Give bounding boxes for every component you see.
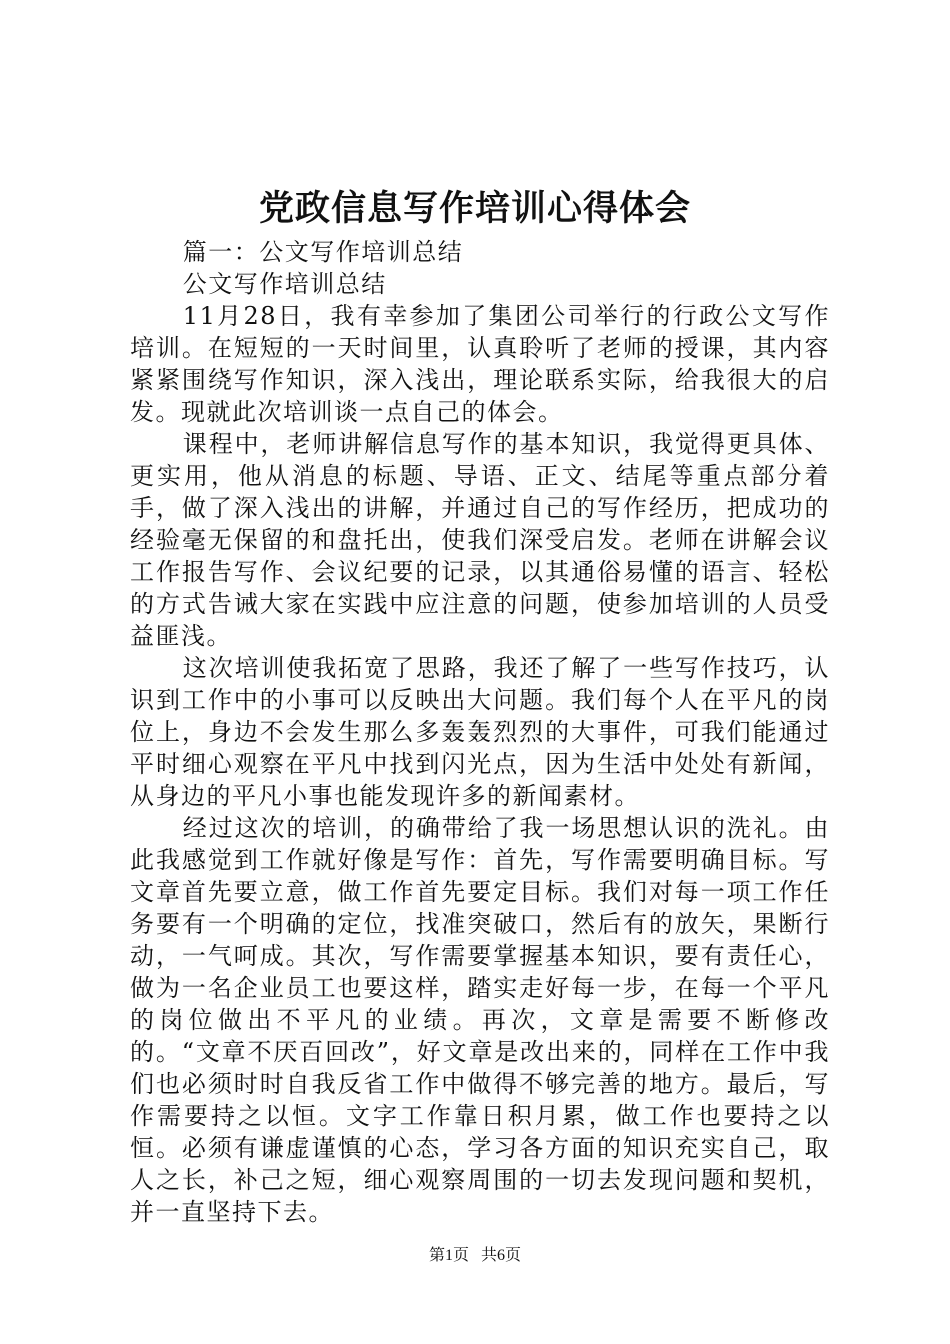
document-title: 党政信息写作培训心得体会 <box>258 188 691 229</box>
paragraph-3: 这次培训使我拓宽了思路，我还了解了一些写作技巧，认识到工作中的小事可以反映出大问题。我们每个人在平凡的岗位上，身边不会发生那么多轰轰烈烈的大事件，可我们能通过平时细心观察在平凡中找到闪光点，因为生活中处处有新闻，从身边的平凡小事也能发现许多的新闻素材。 <box>130 654 830 810</box>
page-footer <box>0 1245 950 1267</box>
section-heading: 篇一：公文写作培训总结 <box>182 238 464 266</box>
paragraph-1: 11月28日，我有幸参加了集团公司举行的行政公文写作培训。在短短的一天时间里，认真聆听了老师的授课，其内容紧紧围绕写作知识，深入浅出，理论联系实际，给我很大的启发。现就此次培训谈一点自己的体会。 <box>130 302 830 426</box>
document-body <box>130 236 830 1228</box>
paragraph-4: 经过这次的培训，的确带给了我一场思想认识的洗礼。由此我感觉到工作就好像是写作：首先，写作需要明确目标。写文章首先要立意，做工作首先要定目标。我们对每一项工作任务要有一个明确的定位，找准突破口，然后有的放矢，果断行动，一气呵成。其次，写作需要掌握基本知识，要有责任心，做为一名企业员工也要这样，踏实走好每一步，在每一个平凡的岗位做出不平凡的业绩。再次，文章是需要不断修改的。“文章不厌百回改”，好文章是改出来的，同样在工作中我们也必须时时自我反省工作中做得不够完善的地方。最后，写作需要持之以恒。文字工作靠日积月累，做工作也要持之以恒。必须有谦虚谨慎的心态，学习各方面的知识充实自己，取人之长，补己之短，细心观察周围的一切去发现问题和契机，并一直坚持下去。 <box>130 814 830 1226</box>
page-total: 共6页 <box>481 1247 522 1264</box>
paragraph-2: 课程中，老师讲解信息写作的基本知识，我觉得更具体、更实用，他从消息的标题、导语、正文、结尾等重点部分着手，做了深入浅出的讲解，并通过自己的写作经历，把成功的经验毫无保留的和盘托出，使我们深受启发。老师在讲解会议工作报告写作、会议纪要的记录，以其通俗易懂的语言、轻松的方式告诫大家在实践中应注意的问题，使参加培训的人员受益匪浅。 <box>130 430 830 650</box>
page-number: 第1页 <box>428 1247 469 1264</box>
sub-heading: 公文写作培训总结 <box>182 270 387 298</box>
